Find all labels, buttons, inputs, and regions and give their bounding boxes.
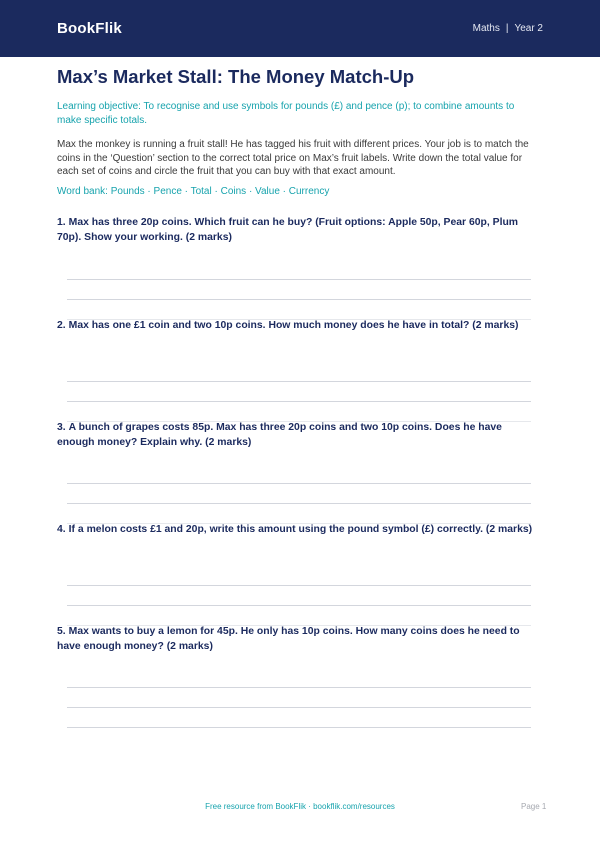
question-text: Max has three 20p coins. Which fruit can he buy? (Fruit options: Apple 50p, Pear 60p, Plum 70p). Show your working. (2 marks) [57,217,519,243]
answer-line[interactable] [67,585,531,586]
question-text: If a melon costs £1 and 20p, write this amount using the pound symbol (£) correctly. (2 marks) [68,524,533,535]
page-title: Max’s Market Stall: The Money Match-Up [57,66,415,87]
subject-label: Maths [472,23,500,34]
learning-objective: Learning objective: To recognise and use symbols for pounds (£) and pence (p); to combine amounts to make specific totals. [57,101,515,126]
question-number: 3. [57,422,66,433]
year-label: Year 2 [514,23,543,34]
question-number: 5. [57,626,66,637]
intro-paragraph: Max the monkey is running a fruit stall! He has tagged his fruit with different prices. Your job is to match the coins in the ‘Question’ section to the correct total price on Max’s fruit labels. Write down the total value for each set of coins and circle the fruit that you can buy with that exact amount. [57,139,529,177]
footer-credit[interactable]: Free resource from BookFlik · bookflik.com/resources [205,802,395,811]
question-number: 1. [57,217,66,228]
question-text: Max wants to buy a lemon for 45p. He only has 10p coins. How many coins does he need to have enough money? (2 marks) [57,626,520,652]
page-number: Page 1 [521,802,547,811]
question-text: Max has one £1 coin and two 10p coins. How much money does he have in total? (2 marks) [68,320,519,331]
subject-year-label [473,23,543,34]
answer-line[interactable] [67,605,531,606]
answer-line[interactable] [67,299,531,300]
question-text: A bunch of grapes costs 85p. Max has three 20p coins and two 10p coins. Does he have enough money? Explain why. (2 marks) [57,422,502,448]
answer-line[interactable] [67,687,531,688]
separator: | [505,23,509,34]
question-3 [57,420,537,450]
question-2 [57,318,537,333]
answer-line[interactable] [67,401,531,402]
answer-line[interactable] [67,381,531,382]
question-1 [57,215,537,245]
question-5 [57,624,537,654]
answer-line[interactable] [67,503,531,504]
question-number: 4. [57,524,66,535]
question-number: 2. [57,320,66,331]
answer-line[interactable] [67,707,531,708]
answer-line[interactable] [67,727,531,728]
question-4 [57,522,537,537]
brand-logo[interactable]: BookFlik [57,20,122,37]
answer-line[interactable] [67,279,531,280]
header-bar [0,0,600,57]
word-bank: Word bank: Pounds · Pence · Total · Coins · Value · Currency [57,186,330,197]
answer-line[interactable] [67,483,531,484]
